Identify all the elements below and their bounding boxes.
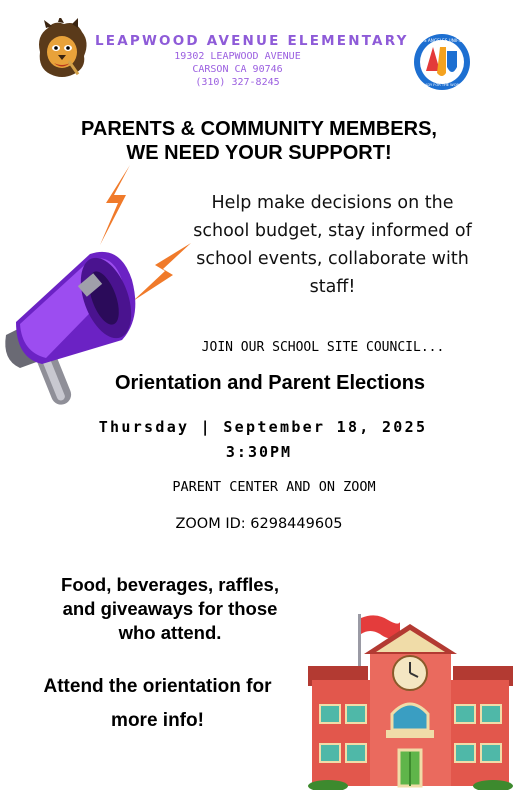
body-line-3: school events, collaborate with xyxy=(196,249,469,269)
district-logo xyxy=(413,33,471,91)
body-line-1: Help make decisions on the xyxy=(211,193,454,213)
body-line-4: staff! xyxy=(309,277,356,297)
headline-line-2: WE NEED YOUR SUPPORT! xyxy=(126,142,392,164)
district-logo-tagline: READY FOR THE WORLD xyxy=(420,83,464,87)
cta-line-1: Attend the orientation for xyxy=(43,676,272,697)
address-line-2: CARSON CA 90746 xyxy=(192,64,283,75)
body-text xyxy=(170,189,495,301)
cta-line-2: more info! xyxy=(111,710,204,731)
district-logo-text: LOS ANGELES UNIFIED xyxy=(418,38,466,43)
school-name: LEAPWOOD AVENUE ELEMENTARY xyxy=(95,33,409,49)
call-to-action xyxy=(0,670,315,738)
headline xyxy=(0,117,518,165)
join-council-text: JOIN OUR SCHOOL SITE COUNCIL... xyxy=(201,340,445,355)
incentive-text xyxy=(20,573,320,645)
incentive-line-2: and giveaways for those xyxy=(62,598,278,619)
incentive-line-1: Food, beverages, raffles, xyxy=(61,574,279,595)
lightning-bolt-icon xyxy=(96,165,136,245)
event-date: Thursday | September 18, 2025 xyxy=(98,418,428,436)
body-line-2: school budget, stay informed of xyxy=(193,221,472,241)
zoom-id: ZOOM ID: 6298449605 xyxy=(175,516,343,532)
address-line-1: 19302 LEAPWOOD AVENUE xyxy=(174,51,301,62)
headline-line-1: PARENTS & COMMUNITY MEMBERS, xyxy=(81,118,437,140)
event-location: PARENT CENTER AND ON ZOOM xyxy=(172,479,376,495)
school-building-icon xyxy=(308,610,513,790)
phone-number: (310) 327-8245 xyxy=(195,77,280,88)
event-time: 3:30PM xyxy=(225,443,293,461)
lion-mascot-logo xyxy=(32,18,92,80)
event-title: Orientation and Parent Elections xyxy=(114,372,426,394)
incentive-line-3: who attend. xyxy=(118,622,222,643)
